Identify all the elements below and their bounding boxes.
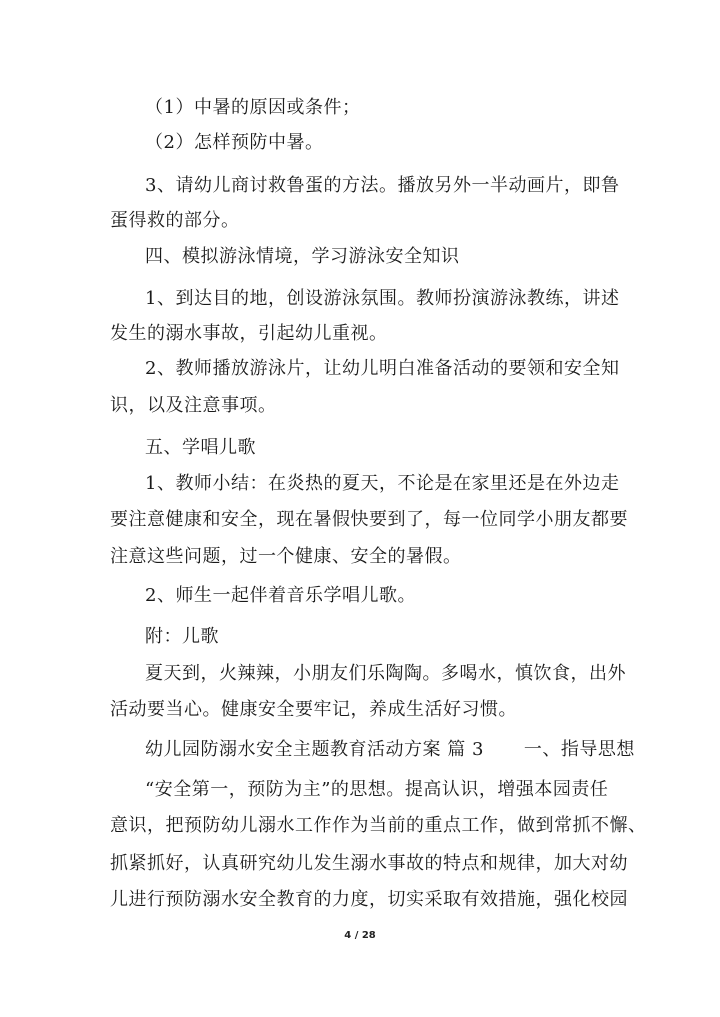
text-line: （1）中暑的原因或条件； bbox=[145, 97, 361, 118]
text-line: 蛋得救的部分。 bbox=[110, 210, 240, 231]
text-line: 儿进行预防溺水安全教育的力度，切实采取有效措施，强化校园 bbox=[110, 889, 628, 910]
text-line: 活动要当心。健康安全要牢记，养成生活好习惯。 bbox=[110, 699, 517, 720]
text-line: （2）怎样预防中暑。 bbox=[145, 132, 324, 153]
text-line: 2、师生一起伴着音乐学唱儿歌。 bbox=[145, 585, 416, 606]
text-line: 2、教师播放游泳片，让幼儿明白准备活动的要领和安全知 bbox=[145, 358, 620, 379]
text-line: 发生的溺水事故，引起幼儿重视。 bbox=[110, 323, 388, 344]
section-title: 幼儿园防溺水安全主题教育活动方案 篇 3 bbox=[145, 739, 484, 760]
text-line: 附：儿歌 bbox=[145, 626, 219, 647]
text-line: 1、到达目的地，创设游泳氛围。教师扮演游泳教练，讲述 bbox=[145, 288, 620, 309]
text-line: 要注意健康和安全，现在暑假快要到了，每一位同学小朋友都要 bbox=[110, 509, 628, 530]
text-line: 抓紧抓好，认真研究幼儿发生溺水事故的特点和规律，加大对幼 bbox=[110, 853, 628, 874]
text-line: 夏天到，火辣辣，小朋友们乐陶陶。多喝水，慎饮食，出外 bbox=[145, 663, 626, 684]
text-line: 注意这些问题，过一个健康、安全的暑假。 bbox=[110, 546, 462, 567]
text-line: 识，以及注意事项。 bbox=[110, 395, 277, 416]
section-subtitle: 一、指导思想 bbox=[523, 739, 635, 760]
text-line: “安全第一，预防为主”的思想。提高认识，增强本园责任 bbox=[145, 779, 609, 800]
page-number: 4 / 28 bbox=[344, 930, 376, 941]
section-heading: 四、模拟游泳情境，学习游泳安全知识 bbox=[145, 246, 460, 267]
text-line: 3、请幼儿商讨救鲁蛋的方法。播放另外一半动画片，即鲁 bbox=[145, 175, 620, 196]
text-line: 1、教师小结：在炎热的夏天，不论是在家里还是在外边走 bbox=[145, 473, 620, 494]
section-heading: 五、学唱儿歌 bbox=[145, 437, 256, 458]
text-line: 意识，把预防幼儿溺水工作作为当前的重点工作，做到常抓不懈、 bbox=[110, 815, 647, 836]
section-title-line bbox=[145, 738, 635, 762]
